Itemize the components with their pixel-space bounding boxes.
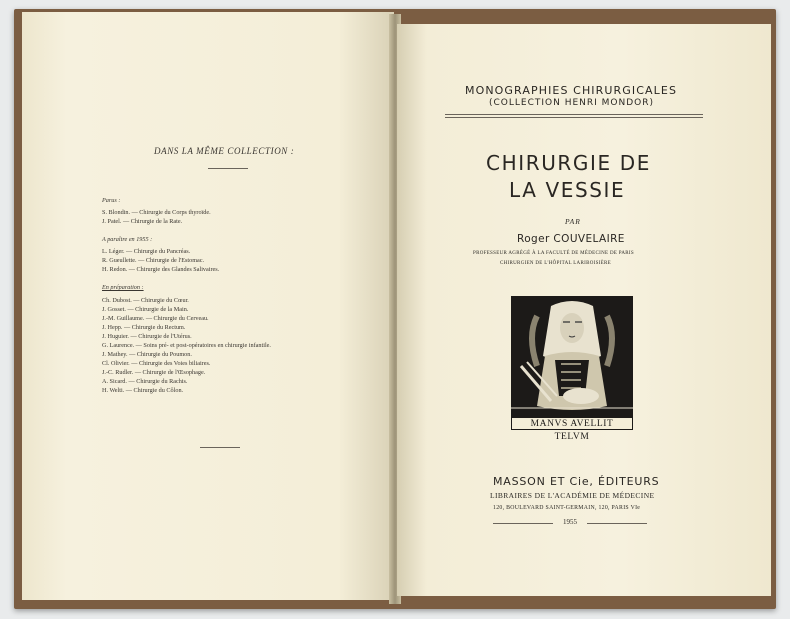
left-page — [22, 12, 394, 600]
list-item: H. Redon. — Chirurgie des Glandes Salivaires. — [102, 266, 220, 273]
list-item: J. Gosset. — Chirurgie de la Main. — [102, 306, 189, 313]
list-item: A. Sicard. — Chirurgie du Rachis. — [102, 378, 188, 385]
collection-heading: DANS LA MÊME COLLECTION : — [154, 146, 295, 156]
list-item: J. Hepp. — Chirurgie du Rectum. — [102, 324, 186, 331]
section-title-en-preparation: En préparation : — [102, 284, 144, 291]
section-title-parus: Parus : — [102, 197, 121, 204]
emblem-motto: MANVS AVELLIT TELVM — [511, 417, 633, 430]
list-item: J.-C. Rudler. — Chirurgie de l'Œsophage. — [102, 369, 206, 376]
book-title-line1: CHIRURGIE DE — [486, 151, 651, 175]
heading-rule — [208, 168, 248, 169]
right-page — [397, 24, 771, 596]
list-item: J. Huguier. — Chirurgie de l'Utérus. — [102, 333, 192, 340]
series-title: MONOGRAPHIES CHIRURGICALES — [465, 84, 678, 97]
author-credential-1: PROFESSEUR AGRÉGÉ À LA FACULTÉ DE MÉDECINE DE PARIS — [473, 251, 634, 256]
list-item: Cl. Olivier. — Chirurgie des Voies biliaires. — [102, 360, 211, 367]
publisher-emblem — [511, 296, 633, 442]
author-name: Roger COUVELAIRE — [517, 233, 625, 245]
series-rule — [445, 114, 703, 118]
author-credential-2: CHIRURGIEN DE L'HÔPITAL LARIBOISIÈRE — [500, 261, 611, 266]
list-item: J. Mathey. — Chirurgie du Poumon. — [102, 351, 192, 358]
publisher-address: 120, BOULEVARD SAINT-GERMAIN, 120, PARIS VIe — [493, 505, 641, 511]
list-item: L. Léger. — Chirurgie du Pancréas. — [102, 248, 191, 255]
list-item: Ch. Dubost. — Chirurgie du Cœur. — [102, 297, 189, 304]
woodcut-figure-icon — [511, 296, 633, 430]
list-item: J.-M. Guillaume. — Chirurgie du Cerveau. — [102, 315, 209, 322]
year-rule-left — [493, 523, 553, 524]
publisher-subtitle: LIBRAIRES DE L'ACADÉMIE DE MÉDECINE — [490, 491, 655, 500]
publication-year: 1955 — [563, 518, 577, 526]
year-rule-right — [587, 523, 647, 524]
publisher-name: MASSON ET Cie, ÉDITEURS — [493, 475, 660, 488]
book-title-line2: LA VESSIE — [509, 178, 626, 202]
list-item: S. Blondin. — Chirurgie du Corps thyroïde. — [102, 209, 211, 216]
bottom-rule — [200, 447, 240, 448]
series-subtitle: (COLLECTION HENRI MONDOR) — [489, 98, 655, 108]
list-item: H. Welti. — Chirurgie du Côlon. — [102, 387, 184, 394]
list-item: R. Gueullette. — Chirurgie de l'Estomac. — [102, 257, 205, 264]
section-title-a-paraitre: A paraître en 1955 : — [102, 236, 153, 243]
list-item: J. Patel. — Chirurgie de la Rate. — [102, 218, 183, 225]
list-item: G. Laurence. — Soins pré- et post-opératoires en chirurgie infantile. — [102, 342, 271, 349]
par-label: PAR — [565, 217, 581, 226]
